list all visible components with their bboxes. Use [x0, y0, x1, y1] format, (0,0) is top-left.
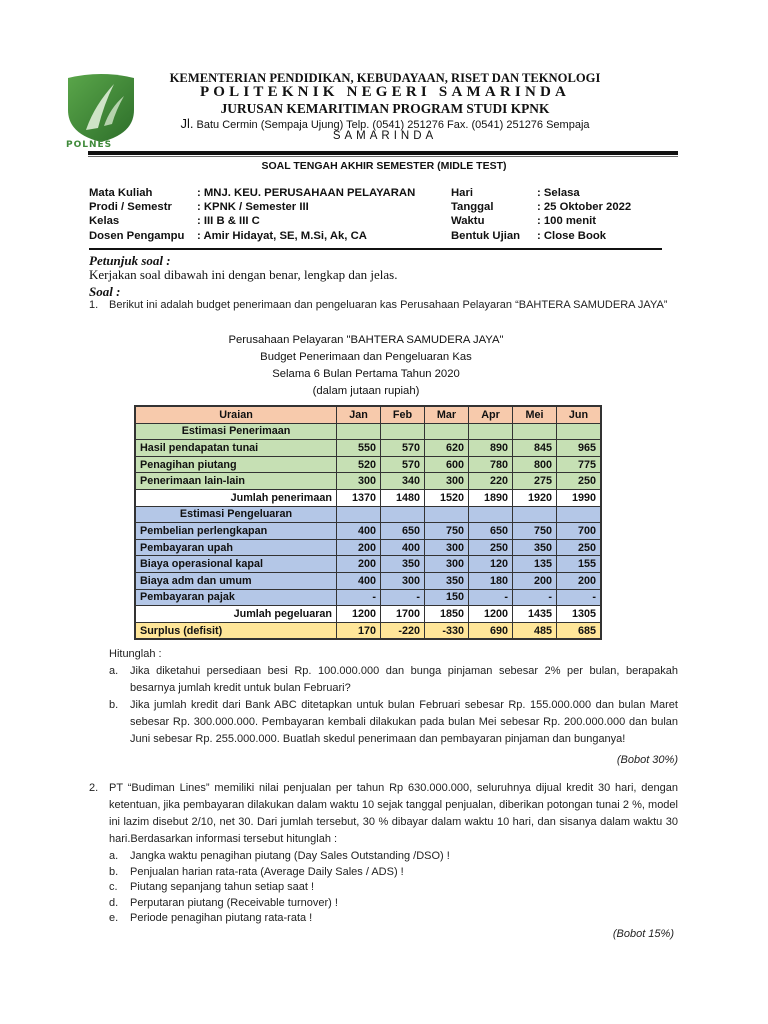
cell — [469, 423, 513, 440]
column-header: Mar — [425, 406, 469, 423]
cell: 1700 — [381, 606, 425, 623]
cell: 350 — [381, 556, 425, 573]
cell: -330 — [425, 622, 469, 639]
question-number: 2. — [89, 782, 99, 794]
row-label: Penagihan piutang — [135, 456, 337, 473]
letterhead-department: JURUSAN KEMARITIMAN PROGRAM STUDI KPNK — [220, 101, 550, 116]
cell: 170 — [337, 622, 381, 639]
exam-title: SOAL TENGAH AKHIR SEMESTER (MIDLE TEST) — [261, 160, 507, 172]
row-label: Jumlah penerimaan — [135, 489, 337, 506]
cell: 200 — [337, 556, 381, 573]
column-header: Uraian — [135, 406, 337, 423]
cell — [425, 423, 469, 440]
hitunglah-label: Hitunglah : — [109, 648, 162, 660]
section-row-receipts — [135, 423, 601, 440]
row-label: Surplus (defisit) — [135, 622, 337, 639]
info-row — [451, 200, 631, 214]
table-row — [135, 539, 601, 556]
cell: 700 — [557, 523, 602, 540]
cell: 800 — [513, 456, 557, 473]
cell: 520 — [337, 456, 381, 473]
course-info-right — [451, 186, 631, 243]
info-value: : Selasa — [537, 187, 580, 199]
info-key: Hari — [451, 187, 473, 199]
table-row — [135, 440, 601, 457]
cell: 780 — [469, 456, 513, 473]
cell: 120 — [469, 556, 513, 573]
subquestion-letter: a. — [109, 665, 119, 677]
subquestion-letter: e. — [109, 912, 119, 924]
cell: 1990 — [557, 489, 602, 506]
cell — [469, 506, 513, 523]
info-key: Prodi / Semestr — [89, 201, 172, 214]
subquestion-text: Jika diketahui persediaan besi Rp. 100.000.000 dan bunga pinjaman sebesar 2% per bulan, berapakah besarnya jumlah kredit untuk bulan Februari? — [130, 665, 678, 694]
subquestion-letter: d. — [109, 897, 119, 909]
cell: 300 — [425, 539, 469, 556]
cell: 340 — [381, 473, 425, 490]
cell: 180 — [469, 572, 513, 589]
info-value: : MNJ. KEU. PERUSAHAAN PELAYARAN — [197, 187, 416, 199]
total-row-receipts — [135, 489, 601, 506]
cell — [425, 506, 469, 523]
cell: - — [513, 589, 557, 606]
info-value: : KPNK / Semester III — [197, 201, 309, 214]
cell — [381, 506, 425, 523]
info-key: Dosen Pengampu — [89, 229, 185, 242]
cell: 300 — [381, 572, 425, 589]
cell: 600 — [425, 456, 469, 473]
question-2 — [89, 780, 678, 848]
cell: 845 — [513, 440, 557, 457]
total-row-expenses — [135, 606, 601, 623]
cell: 250 — [469, 539, 513, 556]
subquestion-text: Jangka waktu penagihan piutang (Day Sales Outstanding /DSO) ! — [130, 850, 450, 862]
cell: -220 — [381, 622, 425, 639]
info-key: Bentuk Ujian — [451, 229, 521, 242]
cash-budget-table — [134, 405, 602, 640]
cell: 685 — [557, 622, 602, 639]
cell: 250 — [557, 539, 602, 556]
info-key: Kelas — [89, 215, 120, 228]
table-row — [135, 572, 601, 589]
question-2-weight: (Bobot 15%) — [612, 928, 674, 940]
cell: 250 — [557, 473, 602, 490]
cell — [557, 423, 602, 440]
cell: 1200 — [337, 606, 381, 623]
cell: 1520 — [425, 489, 469, 506]
info-row — [89, 214, 415, 228]
info-key: Mata Kuliah — [89, 187, 153, 199]
row-label: Biaya operasional kapal — [135, 556, 337, 573]
cell: 570 — [381, 456, 425, 473]
cell: 275 — [513, 473, 557, 490]
info-key: Tanggal — [451, 201, 494, 214]
info-row — [89, 186, 415, 200]
subquestion-text: Piutang sepanjang tahun setiap saat ! — [130, 881, 315, 893]
row-label: Pembayaran upah — [135, 539, 337, 556]
column-header: Apr — [469, 406, 513, 423]
letterhead-ministry: KEMENTERIAN PENDIDIKAN, KEBUDAYAAN, RISET DAN TEKNOLOGI — [169, 71, 601, 85]
cell: 690 — [469, 622, 513, 639]
table-row — [135, 556, 601, 573]
cell: 220 — [469, 473, 513, 490]
cell: 550 — [337, 440, 381, 457]
table-row — [135, 523, 601, 540]
question-text: Berikut ini adalah budget penerimaan dan pengeluaran kas Perusahaan Pelayaran “BAHTERA SAMUDERA JAYA” — [109, 299, 668, 311]
letterhead-address — [140, 116, 630, 131]
info-row — [451, 229, 631, 243]
cell: 1200 — [469, 606, 513, 623]
cell: 650 — [381, 523, 425, 540]
subquestion-2c — [109, 879, 678, 896]
row-label: Biaya adm dan umum — [135, 572, 337, 589]
cell: 620 — [425, 440, 469, 457]
cell: 300 — [337, 473, 381, 490]
subquestion-2a — [109, 848, 678, 865]
cell: 350 — [513, 539, 557, 556]
table-row — [135, 589, 601, 606]
cell: 400 — [337, 572, 381, 589]
table-header-row — [135, 406, 601, 423]
letterhead-divider-thin — [88, 156, 678, 157]
soal-heading: Soal : — [89, 284, 121, 299]
subquestion-1a — [109, 663, 678, 697]
cell: 150 — [425, 589, 469, 606]
row-label: Estimasi Penerimaan — [135, 423, 337, 440]
subquestion-text: Periode penagihan piutang rata-rata ! — [130, 912, 313, 924]
info-row — [89, 229, 415, 243]
cell: 300 — [425, 473, 469, 490]
subquestion-letter: b. — [109, 866, 119, 878]
subquestion-text: Jika jumlah kredit dari Bank ABC ditetapkan untuk bulan Februari sebesar Rp. 155.000.000 dan bulan Maret sebesar Rp. 300.000.000. Pembayaran kembali dilakukan pada bulan Mei sebesar Rp. 200.000.000 dan bulan Juni sebesar Rp. 255.000.000. Buatlah skedul penerimaan dan pembayaran pinjaman dan bunganya! — [130, 699, 678, 745]
surplus-row — [135, 622, 601, 639]
address-prefix: Jl. — [180, 116, 194, 131]
cell — [557, 506, 602, 523]
cell: 1480 — [381, 489, 425, 506]
table-row — [135, 473, 601, 490]
cell — [513, 423, 557, 440]
info-key: Waktu — [451, 215, 485, 228]
cell: 775 — [557, 456, 602, 473]
info-value: : 25 Oktober 2022 — [537, 201, 632, 214]
subquestion-text: Penjualan harian rata-rata (Average Daily Sales / ADS) ! — [130, 866, 404, 878]
cell: 135 — [513, 556, 557, 573]
column-header: Jun — [557, 406, 602, 423]
question-1 — [89, 297, 678, 314]
cell: 400 — [337, 523, 381, 540]
cell: 1920 — [513, 489, 557, 506]
table-title-period: Selama 6 Bulan Pertama Tahun 2020 — [272, 368, 460, 380]
subquestion-letter: c. — [109, 881, 118, 893]
subquestion-letter: a. — [109, 850, 119, 862]
cell: 1305 — [557, 606, 602, 623]
letterhead-divider — [88, 151, 678, 155]
cell: 965 — [557, 440, 602, 457]
cell: 400 — [381, 539, 425, 556]
cell: - — [557, 589, 602, 606]
instructions-heading: Petunjuk soal : — [89, 253, 171, 268]
cell: 485 — [513, 622, 557, 639]
column-header: Mei — [513, 406, 557, 423]
info-row — [451, 214, 631, 228]
logo-caption: POLNES — [66, 140, 113, 150]
cell — [513, 506, 557, 523]
table-title-company: Perusahaan Pelayaran "BAHTERA SAMUDERA JAYA" — [228, 334, 504, 346]
question-text: PT “Budiman Lines” memiliki nilai penjualan per tahun Rp 630.000.000, seluruhnya dijual kredit 30 hari, dengan ketentuan, jika pembayaran dilakukan dalam waktu 10 sejak tanggal penjualan, diberikan potongan tunai 2 %, model ini lazim disebut 2/10, net 30. Dari jumlah tersebut, 30 % dibayar dalam waktu 10 hari, dan sisanya dalam waktu 30 hari.Berdasarkan informasi tersebut hitunglah : — [109, 782, 678, 845]
cell: 200 — [337, 539, 381, 556]
cell: 750 — [513, 523, 557, 540]
question-1-weight: (Bobot 30%) — [616, 754, 678, 766]
cell: - — [381, 589, 425, 606]
row-label: Penerimaan lain-lain — [135, 473, 337, 490]
table-title-unit: (dalam jutaan rupiah) — [312, 385, 420, 397]
question-number: 1. — [89, 299, 99, 311]
cell: - — [469, 589, 513, 606]
table-row — [135, 456, 601, 473]
section-row-expenses — [135, 506, 601, 523]
info-value: : III B & III C — [197, 215, 260, 228]
subquestion-letter: b. — [109, 699, 119, 711]
subquestion-1b — [109, 697, 678, 748]
cell: 750 — [425, 523, 469, 540]
letterhead-city: SAMARINDA — [332, 130, 438, 142]
info-value: : Amir Hidayat, SE, M.Si, Ak, CA — [197, 229, 367, 242]
info-value: : 100 menit — [537, 215, 597, 228]
info-row — [451, 186, 631, 200]
info-divider — [89, 248, 662, 250]
cell: 570 — [381, 440, 425, 457]
row-label: Jumlah pegeluaran — [135, 606, 337, 623]
cell — [337, 506, 381, 523]
column-header: Jan — [337, 406, 381, 423]
letterhead-institution: POLITEKNIK NEGERI SAMARINDA — [199, 84, 571, 100]
row-label: Pembelian perlengkapan — [135, 523, 337, 540]
subquestion-text: Perputaran piutang (Receivable turnover) ! — [130, 897, 338, 909]
cell: - — [337, 589, 381, 606]
cell: 1890 — [469, 489, 513, 506]
instructions-text: Kerjakan soal dibawah ini dengan benar, lengkap dan jelas. — [89, 267, 398, 282]
table-title-budget: Budget Penerimaan dan Pengeluaran Kas — [260, 351, 472, 363]
cell: 1850 — [425, 606, 469, 623]
cell: 1435 — [513, 606, 557, 623]
course-info-left — [89, 186, 415, 243]
info-value: : Close Book — [537, 229, 607, 242]
cell: 1370 — [337, 489, 381, 506]
cell: 155 — [557, 556, 602, 573]
cell: 650 — [469, 523, 513, 540]
row-label: Hasil pendapatan tunai — [135, 440, 337, 457]
cell: 200 — [557, 572, 602, 589]
cell: 350 — [425, 572, 469, 589]
cell: 200 — [513, 572, 557, 589]
cell — [337, 423, 381, 440]
column-header: Feb — [381, 406, 425, 423]
row-label: Pembayaran pajak — [135, 589, 337, 606]
subquestion-2e — [109, 910, 678, 927]
info-row — [89, 200, 415, 214]
address-text: Batu Cermin (Sempaja Ujung) Telp. (0541) 251276 Fax. (0541) 251276 Sempaja — [193, 119, 590, 131]
cell: 300 — [425, 556, 469, 573]
row-label: Estimasi Pengeluaran — [135, 506, 337, 523]
cell — [381, 423, 425, 440]
cell: 890 — [469, 440, 513, 457]
